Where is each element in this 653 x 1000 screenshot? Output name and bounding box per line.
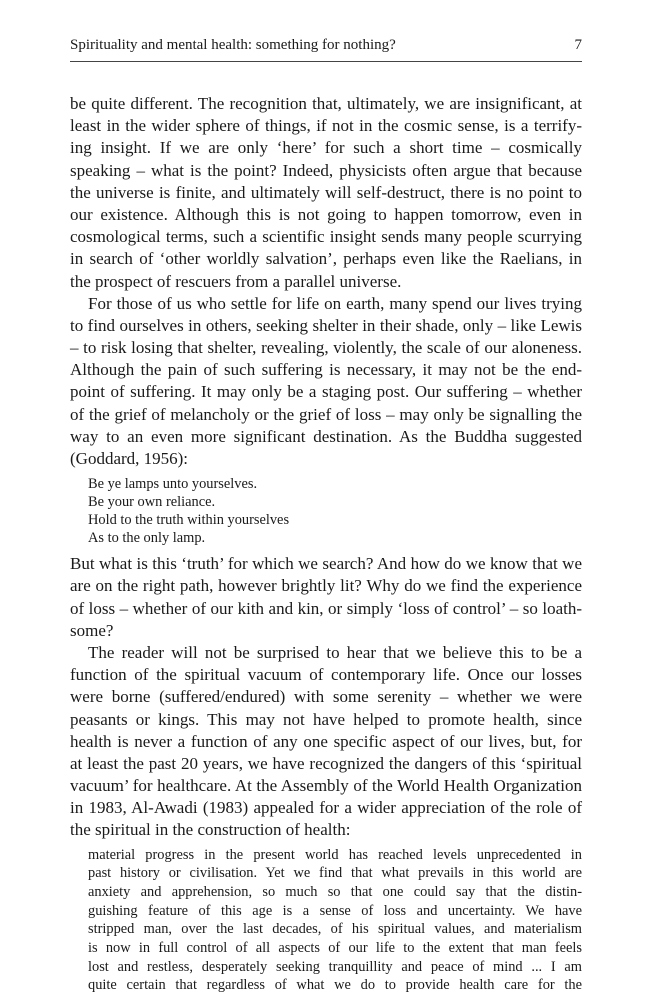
text-line: in 1983, Al-Awadi (1983) appealed for a wider appreciation of the role of: [70, 798, 582, 818]
quotation-line: past history or civilisation. Yet we find that what prevails in this world are: [88, 865, 582, 882]
quotation-line: guishing feature of this age is a sense of loss and uncertainty. We have: [88, 902, 582, 919]
quotation-line: material progress in the present world has reached levels unprecedented in: [88, 846, 582, 863]
block-quotation: [88, 846, 582, 996]
text-line: cosmological terms, such a scientific insight sends many people scurrying: [70, 227, 582, 247]
text-line: to find ourselves in others, seeking shelter in their shade, only – like Lewis: [70, 315, 582, 335]
text-line: were borne (suffered/endured) with some serenity – whether we were: [70, 687, 582, 707]
paragraph: [70, 642, 582, 842]
text-line: at least the past 20 years, we have recognized the dangers of this ‘spiritual: [70, 753, 582, 773]
text-line: – to risk losing that shelter, revealing, violently, the scale of our aloneness.: [70, 338, 582, 358]
quotation-line: lost and restless, desperately seeking tranquillity and peace of mind ... I am: [88, 958, 582, 975]
text-line: function of the spiritual vacuum of contemporary life. Once our losses: [70, 665, 582, 685]
text-line: point of suffering. It may only be a staging post. Our suffering – whether: [70, 382, 582, 402]
verse-line: Be ye lamps unto yourselves.: [88, 476, 258, 493]
verse-line: Be your own reliance.: [88, 494, 216, 511]
text-line: Although the pain of such suffering is necessary, it may not be the end-: [70, 360, 582, 380]
text-line: speaking – what is the point? Indeed, physicists often argue that because: [70, 160, 582, 180]
quotation-line: anxiety and apprehension, so much so that one could say that the distin-: [88, 884, 582, 900]
text-line: of loss – whether of our kith and kin, or simply ‘loss of control’ – so loath-: [70, 598, 582, 618]
body-text: [70, 93, 582, 995]
text-line: are on the right path, however brightly lit? Why do we find the experience: [70, 576, 582, 596]
text-line: be quite different. The recognition that, ultimately, we are insignificant, at: [70, 94, 582, 113]
text-line: some?: [70, 620, 114, 640]
running-head: [70, 37, 582, 62]
page-number: 7: [574, 37, 582, 53]
quotation-line: stripped man, over the last decades, of his spiritual values, and materialism: [88, 921, 582, 938]
paragraph: [70, 93, 582, 293]
text-line: (Goddard, 1956):: [70, 449, 189, 468]
running-head-title: Spirituality and mental health: something for nothing?: [70, 37, 396, 53]
text-line: the prospect of rescuers from a parallel universe.: [70, 271, 402, 291]
text-line: our existence. Although this is not going to happen tomorrow, even in: [70, 204, 582, 224]
text-line: health is never a function of any one specific aspect of our lives, but, for: [70, 731, 582, 751]
text-line: way to an even more significant destination. As the Buddha suggested: [70, 426, 582, 446]
text-line: in search of ‘other worldly salvation’, perhaps even like the Raelians, in: [70, 249, 582, 269]
text-line: The reader will not be surprised to hear that we believe this to be a: [88, 642, 582, 662]
paragraph: [70, 293, 582, 471]
text-line: But what is this ‘truth’ for which we search? And how do we know that we: [70, 554, 582, 574]
verse-quotation: [88, 475, 582, 547]
text-line: vacuum’ for healthcare. At the Assembly of the World Health Organization: [70, 776, 582, 796]
text-line: For those of us who settle for life on earth, many spend our lives trying: [88, 293, 582, 313]
quotation-line: quite certain that regardless of what we do to provide health care for the: [88, 977, 582, 994]
text-line: peasants or kings. This may not have helped to promote health, since: [70, 709, 582, 729]
text-line: the spiritual in the construction of health:: [70, 820, 351, 840]
text-line: least in the wider sphere of things, if not in the cosmic sense, is a terrify-: [70, 116, 582, 136]
text-line: ing insight. If we are only ‘here’ for such a short time – cosmically: [70, 138, 582, 158]
verse-line: Hold to the truth within yourselves: [88, 512, 290, 529]
paragraph: [70, 553, 582, 642]
text-line: the universe is finite, and ultimately will self-destruct, there is no point to: [70, 182, 582, 202]
verse-line: As to the only lamp.: [88, 530, 206, 547]
paragraph-group: [70, 553, 582, 841]
paragraph-group: [70, 93, 582, 470]
quotation-line: is now in full control of all aspects of our life to the extent that man feels: [88, 940, 582, 957]
text-line: of the grief of melancholy or the grief of loss – may only be signalling the: [70, 404, 582, 424]
